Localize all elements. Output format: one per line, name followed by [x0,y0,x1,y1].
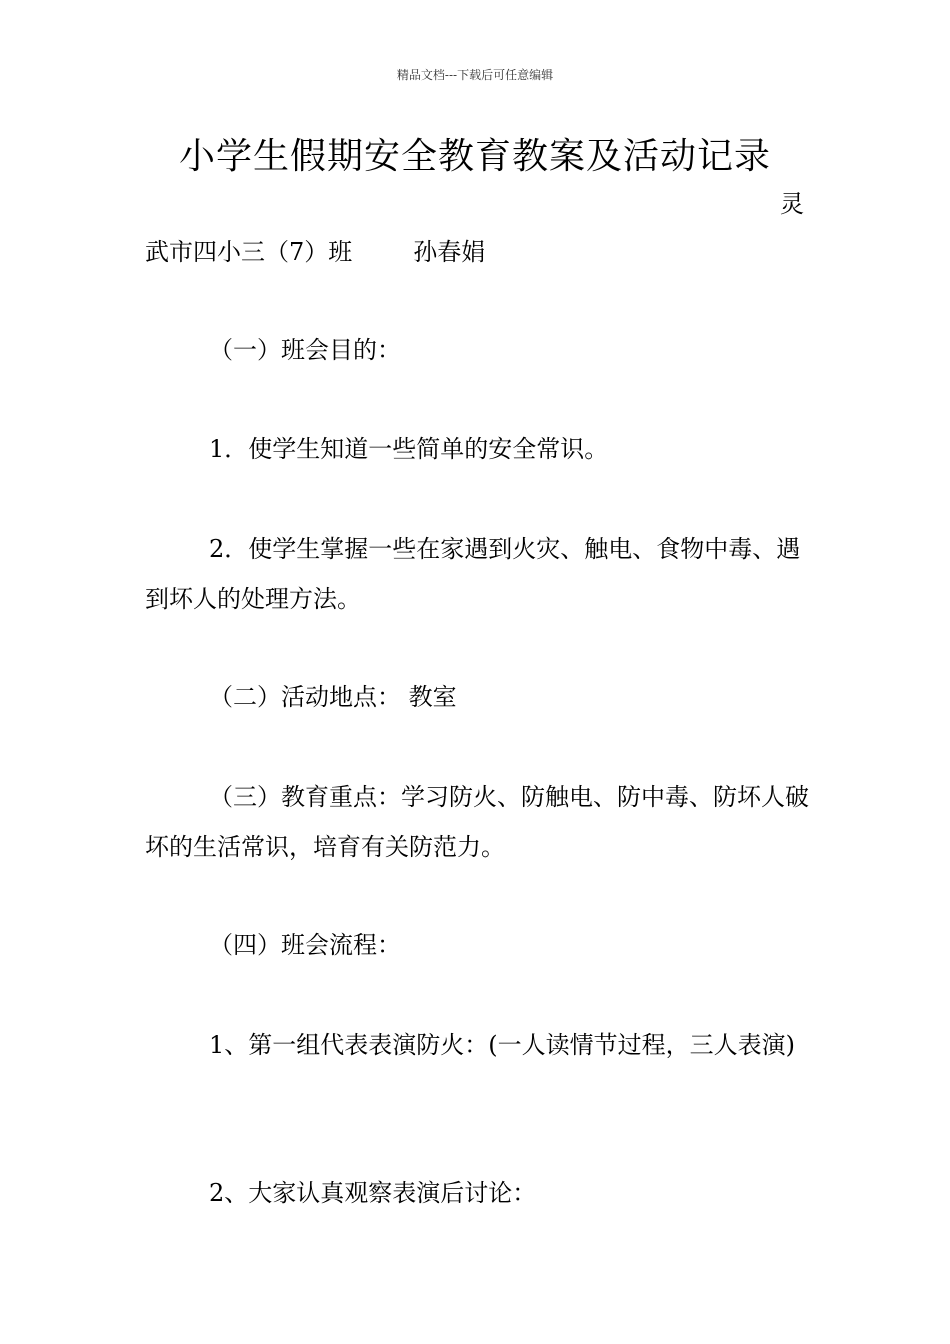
list-item: 2．使学生掌握一些在家遇到火灾、触电、食物中毒、遇到坏人的处理方法。 [145,535,801,613]
section-heading-process: （四）班会流程： [209,931,401,959]
header-note: 精品文档---下载后可任意编辑 [396,68,554,82]
section-heading-location: （二）活动地点： 教室 [209,683,457,711]
list-item: 2、大家认真观察表演后讨论： [209,1179,537,1207]
section-heading-purpose: （一）班会目的： [209,336,401,364]
author-line: 武市四小三（7）班 孙春娟 [145,238,486,266]
list-item: 1、第一组代表表演防火：(一人读情节过程，三人表演) [209,1031,795,1059]
author-line-tail: 灵 [780,190,804,218]
list-item: 1．使学生知道一些简单的安全常识。 [209,435,609,463]
section-heading-focus: （三）教育重点：学习防火、防触电、防中毒、防坏人破坏的生活常识，培育有关防范力。 [145,783,809,861]
page-title: 小学生假期安全教育教案及活动记录 [178,136,771,177]
